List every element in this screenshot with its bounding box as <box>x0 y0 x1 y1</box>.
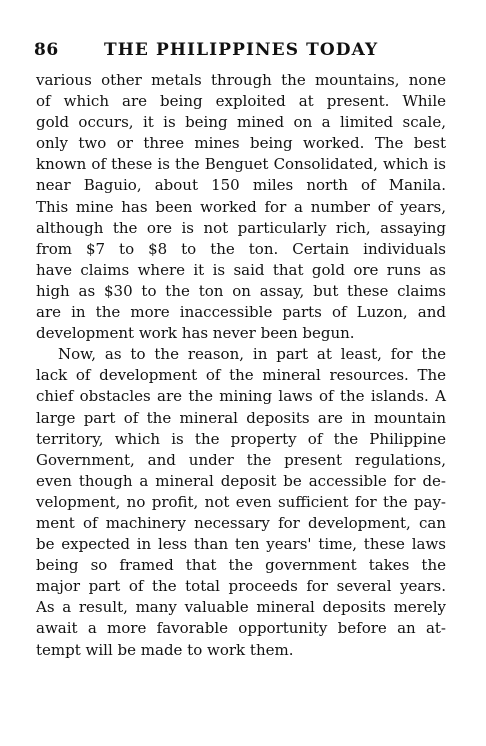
text-line: Government, and under the present regulations, <box>36 450 446 469</box>
text-line: major part of the total proceeds for several years. <box>36 577 446 596</box>
text-line: near Baguio, about 150 miles north of Manila. <box>36 176 446 195</box>
text-line: As a result, many valuable mineral deposits merely <box>36 598 446 617</box>
text-line: development work has never been begun. <box>36 324 355 343</box>
text-line: being so framed that the government takes the <box>36 556 446 575</box>
text-line: This mine has been worked for a number of years, <box>36 197 446 216</box>
text-line: large part of the mineral deposits are in mountain <box>36 408 446 427</box>
text-line: gold occurs, it is being mined on a limited scale, <box>36 113 446 132</box>
text-line: await a more favorable opportunity before an at- <box>36 619 446 638</box>
text-line: tempt will be made to work them. <box>36 640 294 659</box>
paragraph-1 <box>36 70 446 344</box>
text-line: known of these is the Benguet Consolidated, which is <box>36 155 446 174</box>
text-line: high as $30 to the ton on assay, but these claims <box>36 281 446 300</box>
text-line: be expected in less than ten years' time, these laws <box>36 535 446 554</box>
paragraph-2 <box>36 344 446 660</box>
text-line: territory, which is the property of the Philippine <box>36 429 446 448</box>
text-line: Now, as to the reason, in part at least, for the <box>58 345 446 364</box>
body-text <box>36 70 446 661</box>
running-head: THE PHILIPPINES TODAY <box>104 40 379 60</box>
page-header <box>34 40 454 64</box>
text-line: from $7 to $8 to the ton. Certain individuals <box>36 239 446 258</box>
text-line: are in the more inaccessible parts of Luzon, and <box>36 303 446 322</box>
text-line: although the ore is not particularly rich, assaying <box>36 218 446 237</box>
text-line: of which are being exploited at present. While <box>36 92 446 111</box>
text-line: velopment, no profit, not even sufficient for the pay- <box>36 492 446 511</box>
text-line: even though a mineral deposit be accessible for de- <box>36 471 446 490</box>
page-number: 86 <box>34 40 59 60</box>
text-line: ment of machinery necessary for development, can <box>36 513 446 532</box>
text-line: chief obstacles are the mining laws of the islands. A <box>36 387 446 406</box>
text-line: have claims where it is said that gold ore runs as <box>36 260 446 279</box>
text-line: various other metals through the mountains, none <box>36 71 446 89</box>
text-line: lack of development of the mineral resources. The <box>36 366 446 385</box>
text-line: only two or three mines being worked. The best <box>36 134 446 153</box>
